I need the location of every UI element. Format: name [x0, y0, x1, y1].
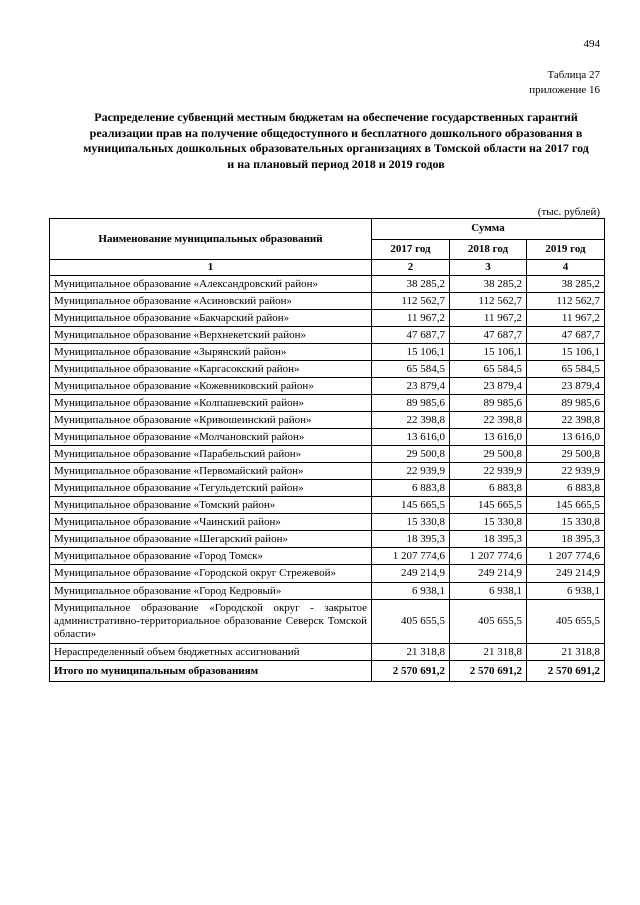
value-2019: 47 687,7 [527, 327, 605, 344]
value-2017: 13 616,0 [372, 429, 450, 446]
column-header-name: Наименование муниципальных образований [50, 219, 372, 260]
total-2019: 2 570 691,2 [527, 661, 605, 682]
value-2018: 29 500,8 [450, 446, 527, 463]
value-2017: 22 939,9 [372, 463, 450, 480]
value-2018: 6 883,8 [450, 480, 527, 497]
value-2017: 15 106,1 [372, 344, 450, 361]
value-2018: 89 985,6 [450, 395, 527, 412]
municipality-name: Муниципальное образование «Асиновский район» [50, 293, 372, 310]
municipality-name: Муниципальное образование «Городской округ Стрежевой» [50, 565, 372, 583]
value-2017: 145 665,5 [372, 497, 450, 514]
value-2018: 22 398,8 [450, 412, 527, 429]
value-2017: 18 395,3 [372, 531, 450, 548]
unit-note: (тыс. рублей) [537, 206, 600, 218]
value-2019: 89 985,6 [527, 395, 605, 412]
column-header-sum: Сумма [372, 219, 605, 240]
value-2019: 145 665,5 [527, 497, 605, 514]
table-row [50, 480, 605, 497]
column-index: 1 [50, 260, 372, 276]
value-2019: 22 939,9 [527, 463, 605, 480]
value-2018: 15 106,1 [450, 344, 527, 361]
value-2019: 23 879,4 [527, 378, 605, 395]
municipality-name: Муниципальное образование «Молчановский район» [50, 429, 372, 446]
total-label: Итого по муниципальным образованиям [50, 661, 372, 682]
value-2017: 21 318,8 [372, 644, 450, 661]
value-2017: 89 985,6 [372, 395, 450, 412]
municipality-name: Муниципальное образование «Каргасокский район» [50, 361, 372, 378]
value-2018: 23 879,4 [450, 378, 527, 395]
column-index: 4 [527, 260, 605, 276]
table-reference [529, 68, 600, 98]
value-2017: 47 687,7 [372, 327, 450, 344]
table-row [50, 565, 605, 583]
column-header-2017: 2017 год [372, 239, 450, 260]
value-2018: 249 214,9 [450, 565, 527, 583]
table-row [50, 344, 605, 361]
value-2017: 11 967,2 [372, 310, 450, 327]
municipality-name: Муниципальное образование «Томский район» [50, 497, 372, 514]
value-2019: 249 214,9 [527, 565, 605, 583]
value-2019: 38 285,2 [527, 276, 605, 293]
value-2019: 11 967,2 [527, 310, 605, 327]
value-2017: 15 330,8 [372, 514, 450, 531]
value-2017: 6 938,1 [372, 583, 450, 600]
table-row [50, 497, 605, 514]
value-2018: 47 687,7 [450, 327, 527, 344]
table-row [50, 310, 605, 327]
table-row [50, 293, 605, 310]
municipality-name: Нераспределенный объем бюджетных ассигнований [50, 644, 372, 661]
value-2017: 22 398,8 [372, 412, 450, 429]
value-2018: 15 330,8 [450, 514, 527, 531]
value-2019: 405 655,5 [527, 600, 605, 644]
table-row [50, 531, 605, 548]
municipality-name: Муниципальное образование «Верхнекетский район» [50, 327, 372, 344]
value-2018: 1 207 774,6 [450, 548, 527, 565]
table-row [50, 378, 605, 395]
table-row [50, 583, 605, 600]
municipality-name: Муниципальное образование «Колпашевский район» [50, 395, 372, 412]
column-index: 3 [450, 260, 527, 276]
municipality-name: Муниципальное образование «Кривошеинский район» [50, 412, 372, 429]
municipality-name: Муниципальное образование «Первомайский район» [50, 463, 372, 480]
value-2018: 112 562,7 [450, 293, 527, 310]
value-2019: 15 106,1 [527, 344, 605, 361]
value-2017: 23 879,4 [372, 378, 450, 395]
value-2018: 65 584,5 [450, 361, 527, 378]
column-index: 2 [372, 260, 450, 276]
value-2019: 21 318,8 [527, 644, 605, 661]
municipality-name: Муниципальное образование «Шегарский район» [50, 531, 372, 548]
document-title: Распределение субвенций местным бюджетам на обеспечение государственных гарантий реализации прав на получение общедоступного и бесплатного дошкольного образования в муниципальных дошкольных образовательных организациях в Томской области на 2017 год и на плановый период 2018 и 2019 годов [83, 110, 589, 171]
value-2019: 15 330,8 [527, 514, 605, 531]
value-2017: 405 655,5 [372, 600, 450, 644]
table-row [50, 548, 605, 565]
value-2018: 21 318,8 [450, 644, 527, 661]
municipality-name: Муниципальное образование «Бакчарский район» [50, 310, 372, 327]
total-row [50, 661, 605, 682]
value-2017: 65 584,5 [372, 361, 450, 378]
value-2018: 145 665,5 [450, 497, 527, 514]
value-2019: 18 395,3 [527, 531, 605, 548]
value-2017: 6 883,8 [372, 480, 450, 497]
value-2018: 18 395,3 [450, 531, 527, 548]
municipality-name: Муниципальное образование «Городской округ - закрытое административно-территориальное образование Северск Томской области» [50, 600, 372, 644]
value-2017: 249 214,9 [372, 565, 450, 583]
municipality-name: Муниципальное образование «Город Кедровый» [50, 583, 372, 600]
value-2019: 6 883,8 [527, 480, 605, 497]
value-2018: 38 285,2 [450, 276, 527, 293]
value-2019: 29 500,8 [527, 446, 605, 463]
table-row [50, 429, 605, 446]
table-row [50, 412, 605, 429]
table-row [50, 276, 605, 293]
value-2019: 65 584,5 [527, 361, 605, 378]
total-2017: 2 570 691,2 [372, 661, 450, 682]
value-2018: 11 967,2 [450, 310, 527, 327]
value-2017: 38 285,2 [372, 276, 450, 293]
value-2019: 1 207 774,6 [527, 548, 605, 565]
municipality-name: Муниципальное образование «Чаинский район» [50, 514, 372, 531]
column-header-2019: 2019 год [527, 239, 605, 260]
value-2017: 29 500,8 [372, 446, 450, 463]
appendix-number: приложение 16 [529, 84, 600, 96]
table-row [50, 514, 605, 531]
total-2018: 2 570 691,2 [450, 661, 527, 682]
value-2019: 22 398,8 [527, 412, 605, 429]
value-2017: 112 562,7 [372, 293, 450, 310]
table-row [50, 395, 605, 412]
table-row [50, 644, 605, 661]
value-2018: 22 939,9 [450, 463, 527, 480]
municipality-name: Муниципальное образование «Парабельский район» [50, 446, 372, 463]
value-2017: 1 207 774,6 [372, 548, 450, 565]
municipality-name: Муниципальное образование «Зырянский район» [50, 344, 372, 361]
column-header-2018: 2018 год [450, 239, 527, 260]
table-row [50, 446, 605, 463]
municipality-name: Муниципальное образование «Кожевниковский район» [50, 378, 372, 395]
value-2018: 405 655,5 [450, 600, 527, 644]
value-2019: 13 616,0 [527, 429, 605, 446]
subsidy-table [49, 218, 605, 682]
table-row [50, 600, 605, 644]
municipality-name: Муниципальное образование «Город Томск» [50, 548, 372, 565]
table-row [50, 463, 605, 480]
value-2018: 6 938,1 [450, 583, 527, 600]
table-row [50, 361, 605, 378]
municipality-name: Муниципальное образование «Александровский район» [50, 276, 372, 293]
value-2019: 112 562,7 [527, 293, 605, 310]
value-2019: 6 938,1 [527, 583, 605, 600]
table-row [50, 327, 605, 344]
table-number: Таблица 27 [547, 69, 600, 81]
municipality-name: Муниципальное образование «Тегульдетский район» [50, 480, 372, 497]
value-2018: 13 616,0 [450, 429, 527, 446]
page-number: 494 [583, 38, 600, 50]
